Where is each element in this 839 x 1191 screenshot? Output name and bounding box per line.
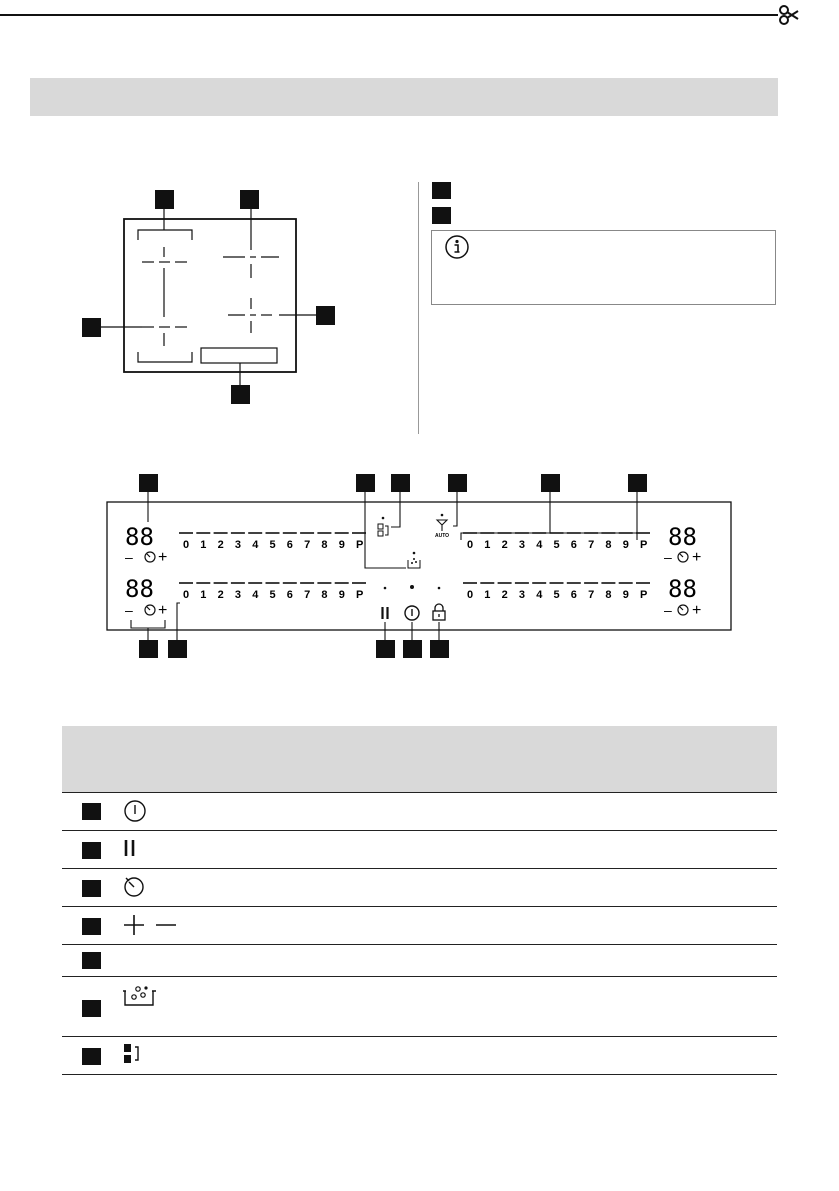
timer-icon (122, 873, 148, 899)
boil-icon[interactable] (408, 552, 420, 568)
hob2hood-fan-icon[interactable] (435, 514, 449, 539)
power-icon[interactable] (405, 606, 419, 620)
callout-marker (168, 640, 187, 658)
row-marker (82, 842, 101, 859)
timer-plus[interactable]: + (158, 602, 168, 619)
table-row (62, 977, 777, 1037)
power-scale-label: 1 (200, 539, 207, 551)
timer-icon[interactable] (678, 552, 688, 562)
power-scale-label: 5 (553, 539, 560, 551)
row-marker (82, 1048, 101, 1065)
pause-icon[interactable] (383, 607, 388, 619)
power-scale-label: P (356, 539, 364, 551)
flex-zone-top-bracket (138, 230, 192, 240)
info-circle-icon (444, 234, 470, 260)
power-scale-label: 4 (536, 589, 543, 601)
callout-marker (376, 640, 395, 658)
power-scale-label: 9 (622, 539, 629, 551)
power-scale-label: 2 (217, 539, 224, 551)
callout-marker (231, 385, 250, 404)
power-scale-label: 0 (467, 589, 474, 601)
power-scale-label: 9 (622, 589, 629, 601)
timer-icon[interactable] (678, 605, 688, 615)
scissors-icon (780, 6, 798, 24)
timer-plus[interactable]: + (158, 549, 168, 566)
power-scale-label: 6 (570, 589, 577, 601)
pause-icon (122, 837, 142, 863)
power-scale-label: 3 (234, 539, 242, 551)
auto-label: AUTO (435, 533, 450, 539)
zone-display: 88 (668, 523, 697, 551)
indicator-dot (410, 585, 414, 589)
row-marker (82, 918, 101, 935)
timer-minus[interactable]: – (664, 602, 672, 618)
table-header (62, 726, 777, 792)
timer-minus[interactable]: – (125, 549, 133, 565)
zone-display: 88 (668, 575, 697, 603)
boil-icon (122, 983, 158, 1013)
callout-marker (82, 318, 101, 337)
power-scale-label: 8 (321, 589, 328, 601)
callout-marker (240, 190, 259, 209)
table-row (62, 945, 777, 977)
power-scale-label: 7 (588, 589, 595, 601)
power-scale-label: 5 (269, 539, 276, 551)
power-scale-label: 8 (605, 589, 612, 601)
power-scale-label: 2 (501, 539, 508, 551)
power-scale-label: 7 (304, 539, 311, 551)
callout-marker (403, 640, 422, 658)
hob-outline (124, 219, 296, 372)
power-scale-label: 1 (484, 589, 491, 601)
power-scale-label: 9 (338, 539, 345, 551)
control-panel-area (201, 348, 277, 363)
timer-icon[interactable] (145, 552, 155, 562)
lock-icon[interactable] (433, 604, 445, 620)
callout-marker (139, 640, 158, 658)
table-row (62, 1037, 777, 1075)
row-marker (82, 803, 101, 820)
power-scale-label: 0 (183, 589, 190, 601)
zone-display: 88 (125, 523, 154, 551)
power-scale-label: 5 (553, 589, 560, 601)
power-scale-label: 4 (536, 539, 543, 551)
indicator-dot (438, 587, 441, 590)
callout-marker (356, 474, 375, 492)
power-scale-label: 4 (252, 589, 259, 601)
power-scale-label: 1 (484, 539, 491, 551)
table-row (62, 793, 777, 831)
power-scale-label: 3 (518, 539, 526, 551)
callout-marker (628, 474, 647, 492)
section-header-bar (30, 78, 778, 116)
callout-marker (316, 306, 335, 325)
timer-minus[interactable]: – (664, 549, 672, 565)
plus-minus-icon (122, 912, 182, 938)
row-marker (82, 952, 101, 969)
power-scale-label: 7 (588, 539, 595, 551)
zone-display: 88 (125, 575, 154, 603)
bridge-icon[interactable] (378, 517, 388, 536)
power-scale-label: 6 (286, 589, 293, 601)
power-icon (122, 798, 148, 824)
power-scale-label: 6 (286, 539, 293, 551)
info-box (431, 230, 776, 305)
power-scale-label: 4 (252, 539, 259, 551)
indicator-dot (384, 587, 387, 590)
power-scale-label: 3 (518, 589, 526, 601)
legend-marker (432, 182, 451, 199)
bridge-icon (122, 1042, 146, 1068)
callout-marker (155, 190, 174, 209)
control-panel-diagram (100, 470, 740, 660)
hob-overview-diagram (80, 180, 350, 410)
table-row (62, 831, 777, 869)
flex-zone-bottom-bracket (138, 352, 192, 362)
symbol-table (62, 726, 777, 1075)
callout-marker (430, 640, 449, 658)
column-divider (418, 182, 419, 434)
power-scale-label: 5 (269, 589, 276, 601)
row-marker (82, 880, 101, 897)
power-scale-label: 3 (234, 589, 242, 601)
power-scale-label: 9 (338, 589, 345, 601)
power-scale-label: P (356, 589, 364, 601)
timer-plus[interactable]: + (692, 602, 702, 619)
callout-marker (541, 474, 560, 492)
power-scale-label: P (640, 589, 648, 601)
power-scale-label: 8 (321, 539, 328, 551)
power-scale-label: 0 (467, 539, 474, 551)
timer-plus[interactable]: + (692, 549, 702, 566)
timer-icon[interactable] (145, 605, 155, 615)
table-row (62, 907, 777, 945)
power-scale-label: 7 (304, 589, 311, 601)
callout-marker (139, 474, 158, 492)
legend-marker (432, 207, 451, 224)
timer-minus[interactable]: – (125, 602, 133, 618)
power-scale-label: 1 (200, 589, 207, 601)
power-scale-label: P (640, 539, 648, 551)
power-scale-label: 8 (605, 539, 612, 551)
power-scale-label: 2 (501, 589, 508, 601)
power-scale-label: 0 (183, 539, 190, 551)
cut-line (0, 0, 839, 30)
table-row (62, 869, 777, 907)
power-scale-label: 2 (217, 589, 224, 601)
callout-marker (391, 474, 410, 492)
power-scale-label: 6 (570, 539, 577, 551)
callout-marker (448, 474, 467, 492)
row-marker (82, 1000, 101, 1017)
